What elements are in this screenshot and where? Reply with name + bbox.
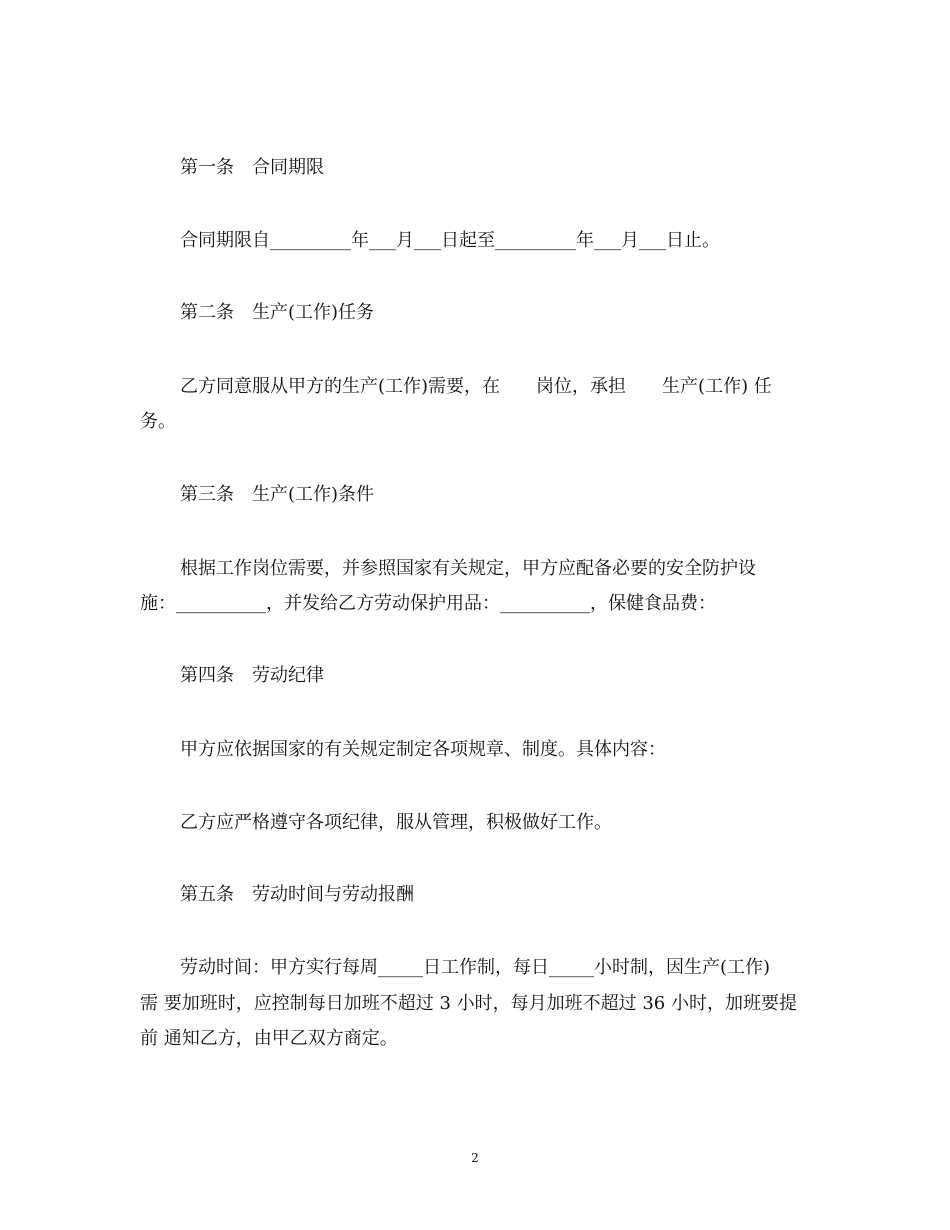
page-number: 2 bbox=[471, 1151, 479, 1165]
article-4-body-paragraph-1: 甲方应依据国家的有关规定制定各项规章、制度。具体内容： bbox=[180, 739, 666, 760]
article-5-body-line-3: 前 通知乙方，由甲乙双方商定。 bbox=[140, 1028, 398, 1049]
article-5-heading: 第五条 劳动时间与劳动报酬 bbox=[180, 884, 414, 905]
article-1-heading: 第一条 合同期限 bbox=[180, 157, 324, 178]
article-2-body-line-1: 乙方同意服从甲方的生产(工作)需要，在 岗位，承担 生产(工作) 任 bbox=[180, 376, 772, 397]
article-5-body-line-2: 需 要加班时，应控制每日加班不超过 3 小时，每月加班不超过 36 小时，加班要提 bbox=[140, 993, 797, 1014]
article-3-heading: 第三条 生产(工作)条件 bbox=[180, 484, 375, 505]
article-4-heading: 第四条 劳动纪律 bbox=[180, 665, 324, 686]
article-1-body: 合同期限自_________年___月___日起至_________年___月___日止。 bbox=[180, 230, 720, 251]
article-4-body-paragraph-2: 乙方应严格遵守各项纪律，服从管理，积极做好工作。 bbox=[180, 812, 612, 833]
article-2-body-line-2: 务。 bbox=[140, 411, 176, 432]
article-3-body-line-1: 根据工作岗位需要，并参照国家有关规定，甲方应配备必要的安全防护设 bbox=[180, 558, 756, 579]
article-2-heading: 第二条 生产(工作)任务 bbox=[180, 302, 375, 323]
article-3-body-line-2: 施：__________，并发给乙方劳动保护用品：__________，保健食品费： bbox=[140, 593, 716, 614]
article-5-body-line-1: 劳动时间：甲方实行每周_____日工作制，每日_____小时制，因生产(工作) bbox=[180, 957, 771, 978]
